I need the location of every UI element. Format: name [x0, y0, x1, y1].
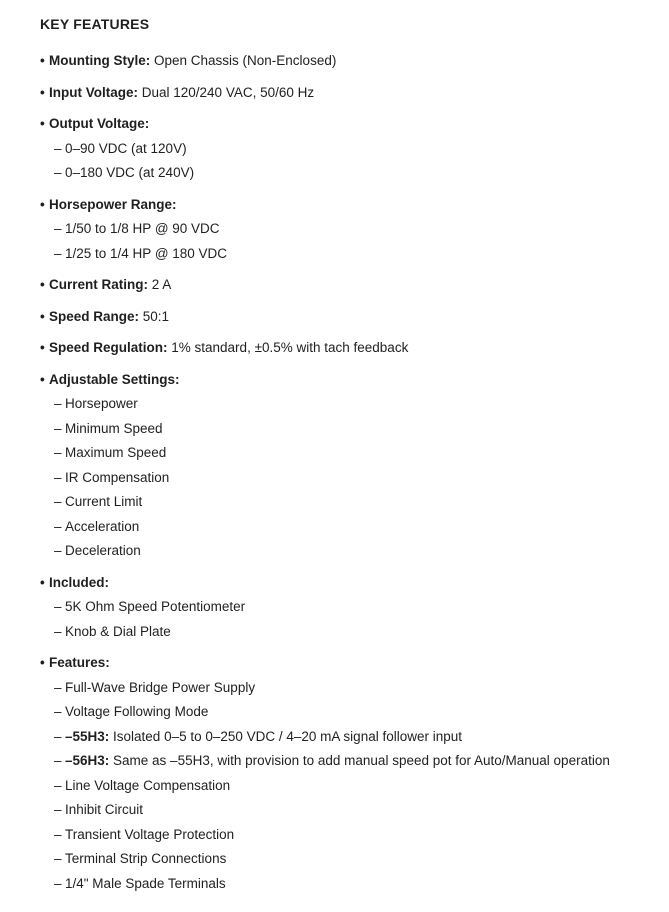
item-text: IR Compensation — [65, 469, 170, 485]
dash-marker: – — [54, 396, 62, 411]
item-text: 2 A — [148, 277, 172, 292]
bullet-marker: • — [40, 574, 45, 590]
bullet-marker: • — [40, 308, 45, 324]
feature-subitem — [40, 490, 651, 515]
item-text: Voltage Following Mode — [65, 704, 209, 719]
dash-marker: – — [54, 679, 62, 695]
dash-marker: – — [54, 728, 62, 744]
dash-marker: – — [54, 704, 62, 719]
item-text: Full-Wave Bridge Power Supply — [65, 679, 256, 695]
feature-list — [40, 49, 651, 896]
page-title: KEY FEATURES — [40, 16, 150, 32]
item-text: Minimum Speed — [65, 420, 163, 436]
item-label: Horsepower Range: — [49, 196, 177, 212]
item-text: Inhibit Circuit — [65, 802, 144, 817]
feature-item — [40, 49, 651, 74]
bullet-marker: • — [40, 53, 45, 68]
feature-subitem — [40, 161, 651, 186]
item-text: Acceleration — [65, 518, 140, 534]
feature-subitem — [40, 515, 651, 540]
bullet-marker: • — [40, 371, 45, 387]
dash-marker: – — [54, 753, 62, 768]
feature-subitem — [40, 137, 651, 162]
item-text: Horsepower — [65, 396, 138, 411]
dash-marker: – — [54, 777, 62, 793]
bullet-marker: • — [40, 277, 45, 292]
dash-marker: – — [54, 494, 62, 509]
feature-subitem — [40, 242, 651, 267]
bullet-marker: • — [40, 340, 45, 355]
feature-item — [40, 571, 651, 596]
dash-marker: – — [54, 518, 62, 534]
feature-subitem — [40, 823, 651, 848]
item-text: Knob & Dial Plate — [65, 623, 171, 639]
item-text: Isolated 0–5 to 0–250 VDC / 4–20 mA signal follower input — [109, 728, 463, 744]
dash-marker: – — [54, 245, 62, 261]
feature-item — [40, 336, 651, 361]
dash-marker: – — [54, 851, 62, 866]
item-text: 1/50 to 1/8 HP @ 90 VDC — [65, 221, 220, 236]
item-text: 1% standard, ±0.5% with tach feedback — [167, 340, 409, 355]
feature-subitem — [40, 466, 651, 491]
item-text: Transient Voltage Protection — [65, 826, 235, 842]
feature-subitem — [40, 725, 651, 750]
item-text: Open Chassis (Non-Enclosed) — [150, 53, 337, 68]
item-label: Included: — [49, 574, 109, 590]
feature-subitem — [40, 620, 651, 645]
dash-marker: – — [54, 623, 62, 639]
feature-item — [40, 305, 651, 330]
item-label: –56H3: — [65, 753, 110, 768]
bullet-marker: • — [40, 116, 45, 131]
bullet-marker: • — [40, 196, 45, 212]
feature-item — [40, 368, 651, 393]
dash-marker: – — [54, 802, 62, 817]
item-label: Current Rating: — [49, 277, 148, 292]
item-label: Output Voltage: — [49, 116, 150, 131]
feature-subitem — [40, 392, 651, 417]
dash-marker: – — [54, 469, 62, 485]
dash-marker: – — [54, 599, 62, 614]
feature-subitem — [40, 847, 651, 872]
item-label: Features: — [49, 655, 110, 670]
dash-marker: – — [54, 543, 62, 558]
feature-subitem — [40, 217, 651, 242]
item-text: 50:1 — [139, 308, 170, 324]
feature-subitem — [40, 539, 651, 564]
feature-item — [40, 193, 651, 218]
bullet-marker: • — [40, 84, 45, 100]
item-text: Deceleration — [65, 543, 141, 558]
item-text: 1/25 to 1/4 HP @ 180 VDC — [65, 245, 228, 261]
item-label: Speed Range: — [49, 308, 140, 324]
dash-marker: – — [54, 826, 62, 842]
item-label: Speed Regulation: — [49, 340, 168, 355]
feature-subitem — [40, 700, 651, 725]
dash-marker: – — [54, 165, 62, 180]
item-text: Terminal Strip Connections — [65, 851, 227, 866]
dash-marker: – — [54, 420, 62, 436]
item-text: Line Voltage Compensation — [65, 777, 231, 793]
item-text: 5K Ohm Speed Potentiometer — [65, 599, 246, 614]
bullet-marker: • — [40, 655, 45, 670]
feature-item — [40, 651, 651, 676]
feature-subitem — [40, 749, 651, 774]
feature-subitem — [40, 417, 651, 442]
item-text: 0–180 VDC (at 240V) — [65, 165, 195, 180]
feature-item — [40, 112, 651, 137]
item-label: Adjustable Settings: — [49, 371, 180, 387]
item-label: Input Voltage: — [49, 84, 138, 100]
item-text: Maximum Speed — [65, 445, 167, 460]
dash-marker: – — [54, 140, 62, 156]
feature-item — [40, 81, 651, 106]
dash-marker: – — [54, 445, 62, 460]
item-text: Current Limit — [65, 494, 143, 509]
dash-marker: – — [54, 875, 62, 891]
item-text: Same as –55H3, with provision to add manual speed pot for Auto/Manual operation — [109, 753, 610, 768]
item-text: 1/4" Male Spade Terminals — [65, 875, 226, 891]
feature-subitem — [40, 676, 651, 701]
item-text: 0–90 VDC (at 120V) — [65, 140, 187, 156]
item-label: –55H3: — [65, 728, 110, 744]
feature-subitem — [40, 872, 651, 897]
item-text: Dual 120/240 VAC, 50/60 Hz — [138, 84, 315, 100]
feature-subitem — [40, 441, 651, 466]
dash-marker: – — [54, 221, 62, 236]
feature-item — [40, 273, 651, 298]
item-label: Mounting Style: — [49, 53, 151, 68]
feature-subitem — [40, 774, 651, 799]
feature-subitem — [40, 798, 651, 823]
feature-subitem — [40, 595, 651, 620]
